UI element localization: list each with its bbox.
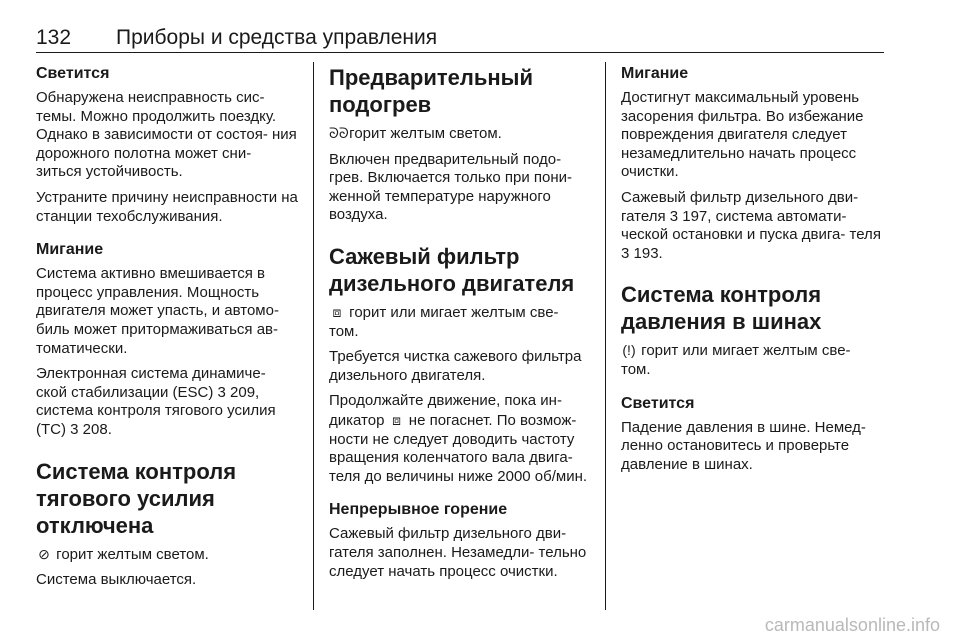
paragraph	[329, 303, 591, 341]
paragraph: Падение давления в шине. Немед- ленно остановитесь и проверьте давление в шинах.	[621, 418, 866, 473]
paragraph	[329, 124, 591, 144]
paragraph: Достигнут максимальный уровень засорения фильтра. Во избежание повреждения двигателя следует незамедлительно начать процесс очистки.	[621, 89, 864, 181]
paragraph-text: горит желтым светом.	[56, 545, 209, 563]
watermark: carmanualsonline.info	[764, 615, 940, 635]
tc-off-icon: ⊘	[38, 545, 50, 562]
paragraph-text: горит или мигает желтым све- том.	[621, 342, 851, 378]
heading-preheat: Предварительный подогрев	[329, 65, 533, 117]
paragraph: Система активно вмешивается в процесс управления. Мощность двигателя может упасть, и автомо- биль может притормаживаться ав- томатически.	[36, 265, 279, 357]
paragraph-text: Продолжайте движение, пока ин- дикатор	[329, 392, 562, 429]
heading-flashing: Мигание	[36, 241, 104, 259]
paragraph-text: горит желтым светом.	[349, 125, 502, 142]
paragraph: Требуется чистка сажевого фильтра дизельного двигателя.	[329, 348, 582, 384]
paragraph: Сажевый фильтр дизельного дви- гателя 3 197, система автомати- ческой остановки и пуска двига- теля 3 193.	[621, 188, 881, 262]
diesel-filter-icon: ⧈	[392, 411, 402, 428]
heading-tpms: Система контроля давления в шинах	[621, 282, 822, 335]
column-divider	[605, 62, 606, 610]
heading-tc-off: Система контроля тягового усилия отключена	[36, 458, 237, 538]
preheat-icon: ᘐᘐ	[329, 125, 349, 141]
heading-diesel-filter: Сажевый фильтр дизельного двигателя	[329, 243, 575, 296]
paragraph	[36, 545, 298, 565]
paragraph: Включен предварительный подо- грев. Включается только при пони- женной температуре наружного воздуха.	[329, 150, 573, 224]
column-divider	[313, 62, 314, 610]
tire-pressure-icon: (!)	[622, 342, 636, 359]
column-right	[621, 64, 883, 481]
page-title: Приборы и средства управления	[116, 26, 438, 49]
paragraph: Обнаружена неисправность сис- темы. Можно продолжить поездку. Однако в зависимости от состоя- ния дорожного полотна может сни- зиться устойчивость.	[36, 89, 297, 181]
heading-lit: Светится	[36, 65, 110, 82]
paragraph: Устраните причину неисправности на станции техобслуживания.	[36, 188, 298, 225]
page-number: 132	[36, 26, 72, 49]
heading-lit: Светится	[621, 394, 695, 412]
paragraph-text: горит или мигает желтым све- том.	[329, 303, 559, 340]
heading-continuous: Непрерывное горение	[329, 501, 508, 519]
paragraph: Система выключается.	[36, 571, 197, 589]
page-header	[36, 22, 884, 53]
heading-flashing: Мигание	[621, 65, 689, 82]
column-middle	[329, 64, 591, 588]
paragraph-text: не погаснет. По возмож- ности не следует доводить частоту вращения коленчатого вала двига- теля до величины ниже 2000 об/мин.	[329, 411, 588, 485]
diesel-filter-icon: ⧈	[332, 303, 342, 320]
paragraph: Электронная система динамиче- ской стабилизации (ESC) 3 209, система контроля тягового усилия (TC) 3 208.	[36, 365, 276, 438]
paragraph	[621, 341, 883, 379]
paragraph	[329, 392, 591, 486]
column-left	[36, 64, 298, 597]
paragraph: Сажевый фильтр дизельного дви- гателя заполнен. Незамедли- тельно следует начать процесс очистки.	[329, 525, 587, 580]
